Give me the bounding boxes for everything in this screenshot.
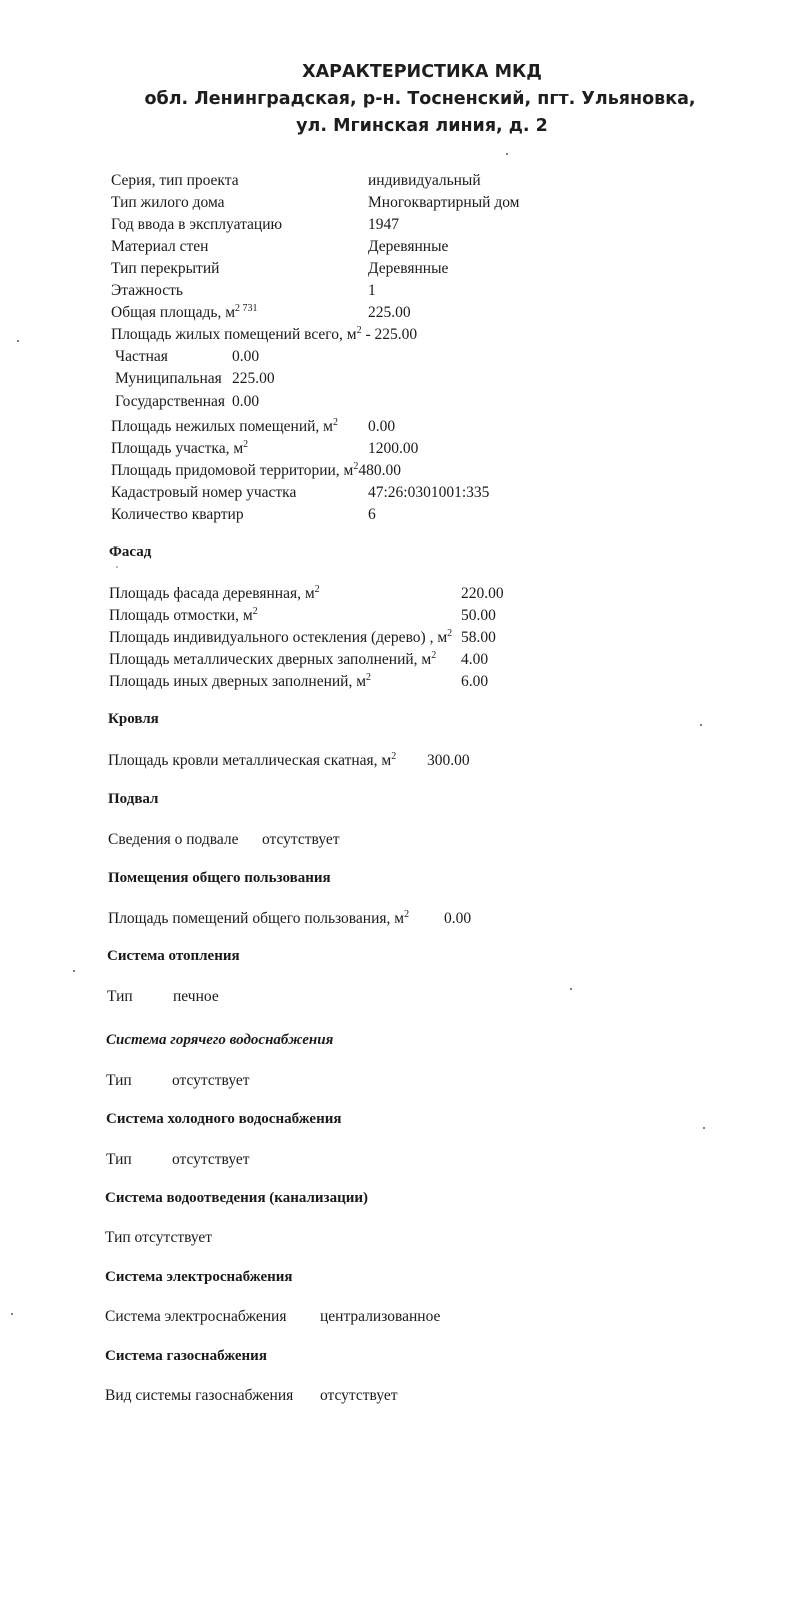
common-area-value: 0.00 — [444, 910, 472, 927]
cold-water-type-value: отсутствует — [172, 1151, 250, 1168]
municipal-label: Муниципальная — [115, 370, 222, 387]
municipal-value: 225.00 — [232, 370, 275, 387]
heating-type-label: Тип — [107, 988, 133, 1005]
house-type-label: Тип жилого дома — [111, 194, 225, 211]
living-area-sup: 2 — [356, 325, 362, 336]
cadastral-value: 47:26:0301001:335 — [368, 484, 490, 501]
hot-water-type-label: Тип — [106, 1072, 132, 1089]
cadastral-label: Кадастровый номер участка — [111, 484, 297, 501]
metal-doors-value: 4.00 — [461, 651, 489, 668]
glazing-label: Площадь индивидуального остекления (дерево) , $м^2$ — [109, 628, 453, 646]
year-value: 1947 — [368, 216, 399, 233]
floors-type-label: Тип перекрытий — [111, 260, 220, 277]
basement-info-label: Сведения о подвале — [108, 831, 239, 848]
metal-doors-label: Площадь металлических дверных заполнений, $м^2$ — [109, 650, 437, 668]
gas-value: отсутствует — [320, 1387, 398, 1404]
scan-speck — [700, 724, 702, 726]
series-value: индивидуальный — [368, 172, 481, 189]
roof-area-label: Площадь кровли металлическая скатная, $м^2$ — [108, 751, 397, 769]
plot-sup: 2 — [243, 439, 249, 450]
nonliving-value: 0.00 — [368, 418, 396, 435]
plot-label: Площадь участка, $м^2$ — [111, 439, 249, 457]
total-area-label: Общая площадь, $м^{2 731}$ — [111, 303, 258, 321]
other-doors-value: 6.00 — [461, 673, 489, 690]
scan-speck — [570, 988, 572, 990]
basement-info-value: отсутствует — [262, 831, 340, 848]
common-area-label: Площадь помещений общего пользования, $м^2$ — [108, 909, 410, 927]
adjacent-label: Площадь придомовой территории, $м^2480.00$ — [111, 461, 401, 479]
sewerage-type: Тип отсутствует — [105, 1229, 213, 1246]
total-area-sup: 2 731 — [235, 303, 258, 314]
address-line-2: ул. Мгинская линия, д. 2 — [296, 116, 548, 136]
other-doors-sup: 2 — [366, 672, 372, 683]
basement-heading: Подвал — [108, 791, 159, 807]
nonliving-label: Площадь нежилых помещений, $м^2$ — [111, 417, 338, 435]
scan-speck — [703, 1127, 705, 1129]
heating-heading: Система отопления — [107, 948, 240, 964]
living-area-row: Площадь жилых помещений всего, $м^2 - 225.00$ — [111, 325, 418, 343]
house-type-value: Многоквартирный дом — [368, 194, 520, 211]
cold-water-type-label: Тип — [106, 1151, 132, 1168]
facade-heading: Фасад — [109, 544, 152, 560]
adjacent-sup: 2 — [353, 461, 359, 472]
blind-area-sup: 2 — [252, 606, 258, 617]
state-value: 0.00 — [232, 393, 260, 410]
other-doors-label: Площадь иных дверных заполнений, $м^2$ — [109, 672, 372, 690]
living-area-value: - 225.00 — [361, 326, 418, 343]
facade-wood-label: Площадь фасада деревянная, $м^2$ — [109, 584, 320, 602]
nonliving-sup: 2 — [332, 417, 338, 428]
common-area-sup: 2 — [404, 909, 410, 920]
scan-speck — [11, 1313, 13, 1315]
glazing-sup: 2 — [447, 628, 453, 639]
walls-label: Материал стен — [111, 238, 209, 255]
cold-water-heading: Система холодного водоснабжения — [106, 1111, 342, 1127]
common-heading: Помещения общего пользования — [108, 870, 331, 886]
roof-heading: Кровля — [108, 711, 159, 727]
document-title: ХАРАКТЕРИСТИКА МКД — [302, 62, 542, 82]
address-line-1: обл. Ленинградская, р-н. Тосненский, пгт. Ульяновка, — [144, 89, 696, 109]
scan-speck — [73, 970, 75, 972]
storeys-label: Этажность — [111, 282, 183, 299]
blind-area-label: Площадь отмостки, $м^2$ — [109, 606, 258, 624]
total-area-value: 225.00 — [368, 304, 411, 321]
apartments-value: 6 — [368, 506, 376, 523]
blind-area-value: 50.00 — [461, 607, 496, 624]
plot-value: 1200.00 — [368, 440, 419, 457]
gas-label: Вид системы газоснабжения — [105, 1387, 294, 1404]
facade-wood-value: 220.00 — [461, 585, 504, 602]
scan-speck — [17, 340, 19, 342]
roof-area-value: 300.00 — [427, 752, 470, 769]
series-label: Серия, тип проекта — [111, 172, 239, 189]
private-value: 0.00 — [232, 348, 260, 365]
walls-value: Деревянные — [368, 238, 449, 255]
hot-water-heading: Система горячего водоснабжения — [106, 1032, 334, 1048]
scan-speck — [506, 153, 508, 155]
heating-type-value: печное — [173, 988, 219, 1005]
year-label: Год ввода в эксплуатацию — [111, 216, 283, 233]
sewerage-heading: Система водоотведения (канализации) — [105, 1190, 368, 1206]
gas-heading: Система газоснабжения — [105, 1348, 267, 1364]
glazing-value: 58.00 — [461, 629, 496, 646]
state-label: Государственная — [115, 393, 226, 410]
electricity-heading: Система электроснабжения — [105, 1269, 293, 1285]
roof-area-sup: 2 — [391, 751, 397, 762]
hot-water-type-value: отсутствует — [172, 1072, 250, 1089]
electricity-label: Система электроснабжения — [105, 1308, 287, 1325]
electricity-value: централизованное — [320, 1308, 441, 1325]
apartments-label: Количество квартир — [111, 506, 244, 523]
adjacent-value: 480.00 — [358, 462, 401, 479]
scan-speck — [116, 566, 118, 568]
floors-type-value: Деревянные — [368, 260, 449, 277]
facade-wood-sup: 2 — [314, 584, 320, 595]
storeys-value: 1 — [368, 282, 376, 299]
private-label: Частная — [115, 348, 168, 365]
metal-doors-sup: 2 — [431, 650, 437, 661]
